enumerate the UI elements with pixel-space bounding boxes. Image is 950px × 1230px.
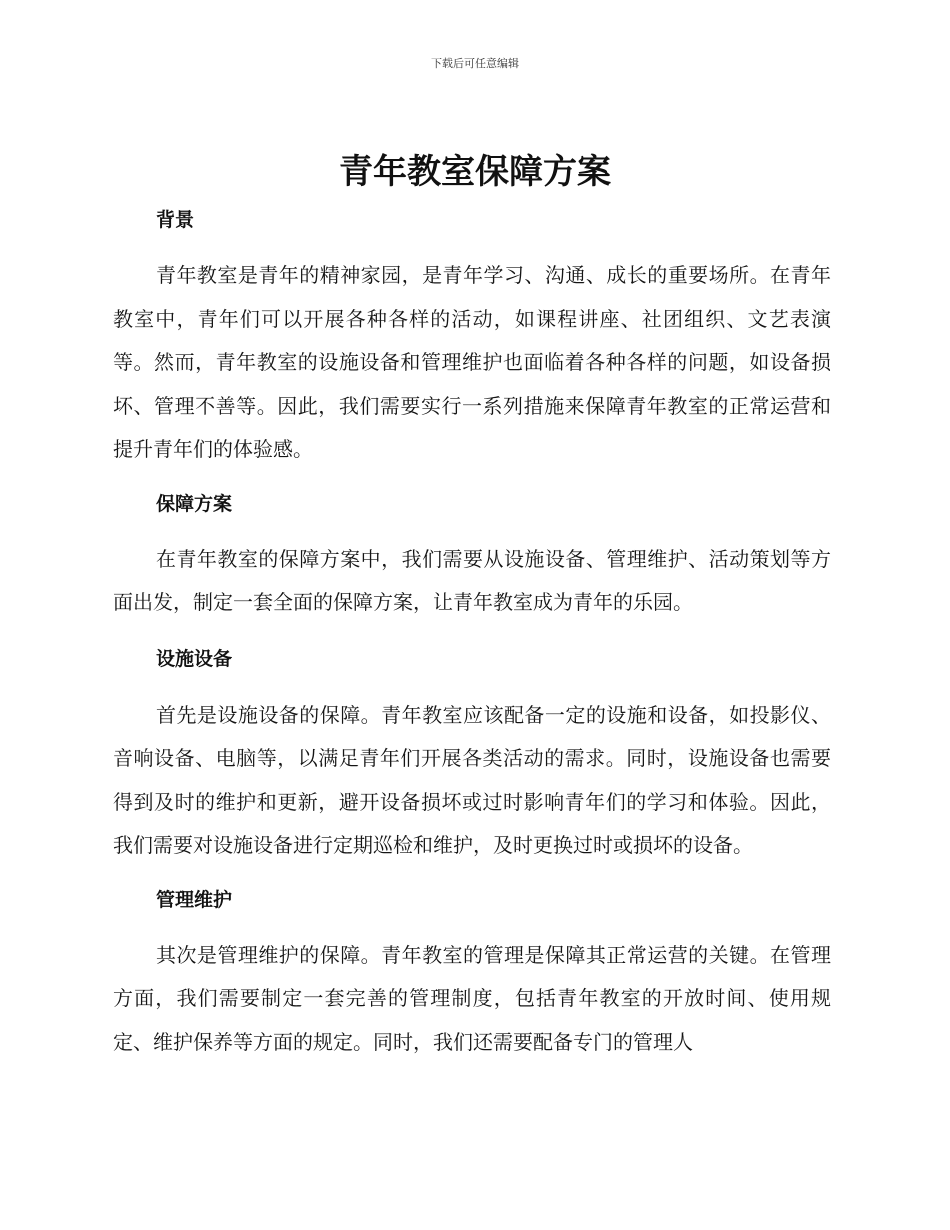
document-body — [113, 200, 831, 1064]
section-heading-management: 管理维护 — [156, 888, 233, 911]
header-note: 下载后可任意编辑 — [431, 57, 519, 70]
section-heading-plan: 保障方案 — [156, 492, 233, 515]
section-paragraph-plan: 在青年教室的保障方案中，我们需要从设施设备、管理维护、活动策划等方面出发，制定一套全面的保障方案，让青年教室成为青年的乐园。 — [113, 546, 831, 614]
section-paragraph-background: 青年教室是青年的精神家园，是青年学习、沟通、成长的重要场所。在青年教室中，青年们可以开展各种各样的活动，如课程讲座、社团组织、文艺表演等。然而，青年教室的设施设备和管理维护也面临着各种各样的问题，如设备损坏、管理不善等。因此，我们需要实行一系列措施来保障青年教室的正常运营和提升青年们的体验感。 — [113, 263, 831, 461]
section-paragraph-facilities: 首先是设施设备的保障。青年教室应该配备一定的设施和设备，如投影仪、音响设备、电脑等，以满足青年们开展各类活动的需求。同时，设施设备也需要得到及时的维护和更新，避开设备损坏或过时影响青年们的学习和体验。因此，我们需要对设施设备进行定期巡检和维护，及时更换过时或损坏的设备。 — [113, 702, 831, 857]
section-heading-facilities: 设施设备 — [156, 647, 233, 670]
section-heading-background: 背景 — [156, 209, 195, 231]
document-title: 青年教室保障方案 — [339, 152, 611, 192]
section-paragraph-management: 其次是管理维护的保障。青年教室的管理是保障其正常运营的关键。在管理方面，我们需要制定一套完善的管理制度，包括青年教室的开放时间、使用规定、维护保养等方面的规定。同时，我们还需要配备专门的管理人 — [113, 942, 831, 1054]
